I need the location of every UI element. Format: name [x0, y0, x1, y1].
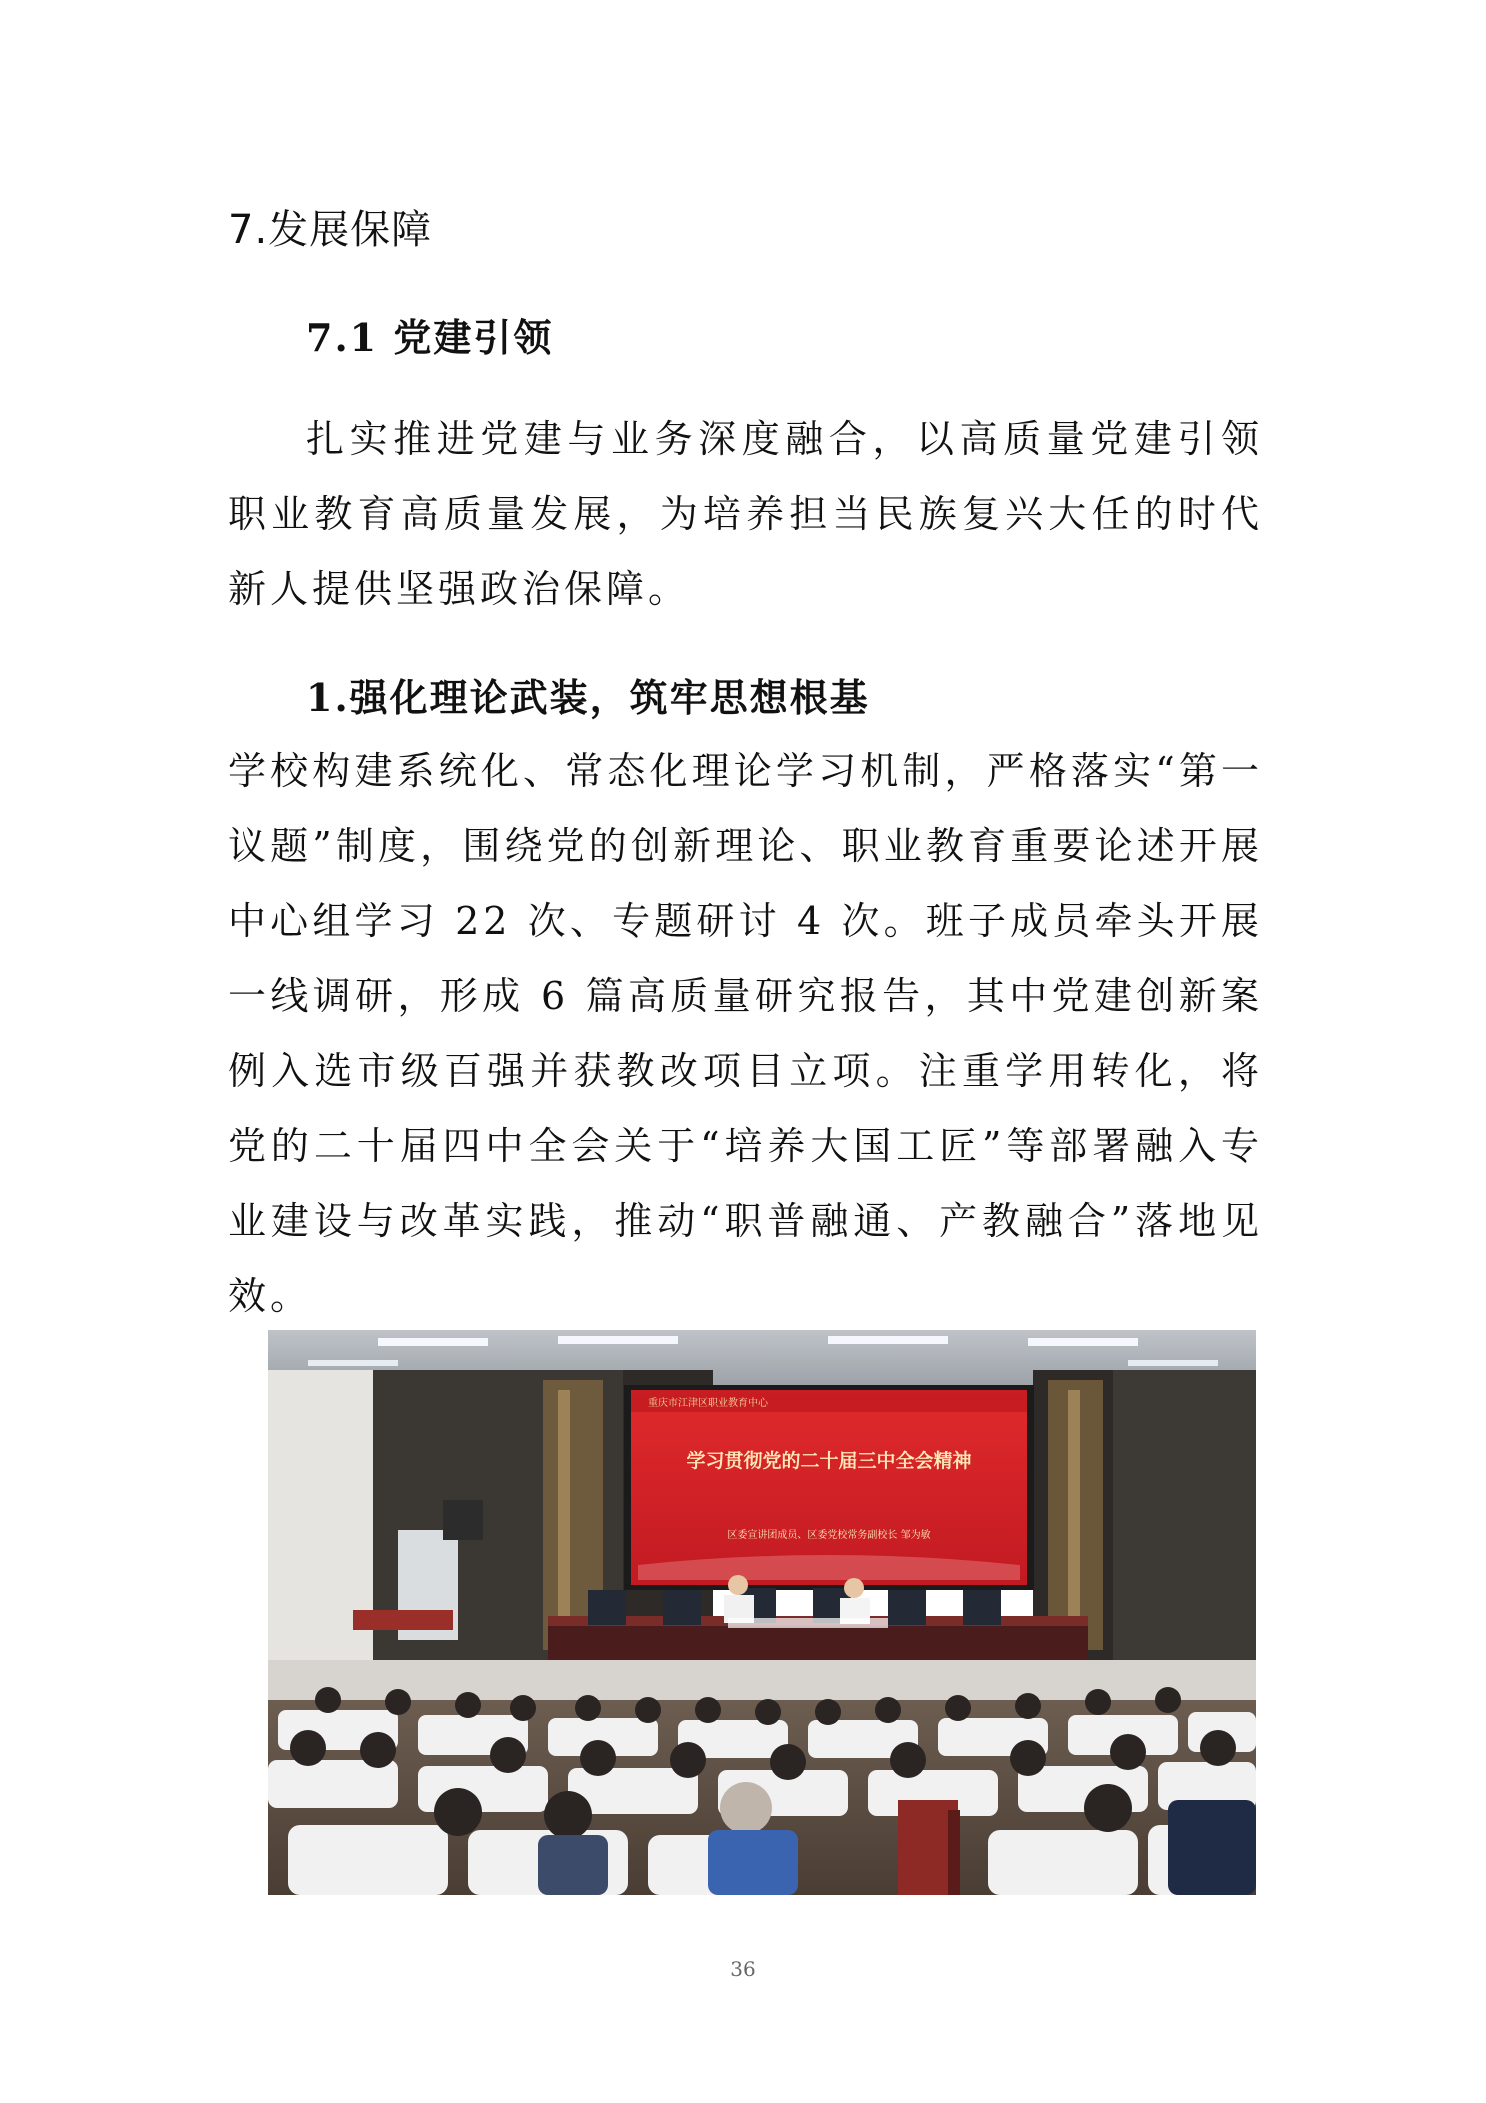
section-heading: 7.发展保障: [228, 207, 433, 253]
screen-header: 重庆市江津区职业教育中心: [648, 1398, 768, 1409]
page-number: 36: [730, 1957, 756, 1981]
intro-paragraph: 扎实推进党建与业务深度融合，以高质量党建引领职业教育高质量发展，为培养担当民族复兴大任的时代新人提供坚强政治保障。: [228, 417, 1263, 611]
item-heading: 1.强化理论武装，筑牢思想根基: [306, 675, 870, 720]
meeting-photo: [268, 1330, 1256, 1895]
subsection-heading: 7.1 党建引领: [306, 315, 554, 360]
body-paragraph: 学校构建系统化、常态化理论学习机制，严格落实“第一议题”制度，围绕党的创新理论、职业教育重要论述开展中心组学习 22 次、专题研讨 4 次。班子成员牵头开展一线调研，形成 6 篇高质量研究报告，其中党建创新案例入选市级百强并获教改项目立项。注重学用转化，将党的二十届四中全会关于“培养大国工匠”等部署融入专业建设与改革实践，推动“职普融通、产教融合”落地见效。: [228, 749, 1263, 1318]
screen-title: 学习贯彻党的二十届三中全会精神: [686, 1450, 972, 1472]
screen-subtitle: 区委宣讲团成员、区委党校常务副校长 邹为敏: [727, 1530, 931, 1541]
